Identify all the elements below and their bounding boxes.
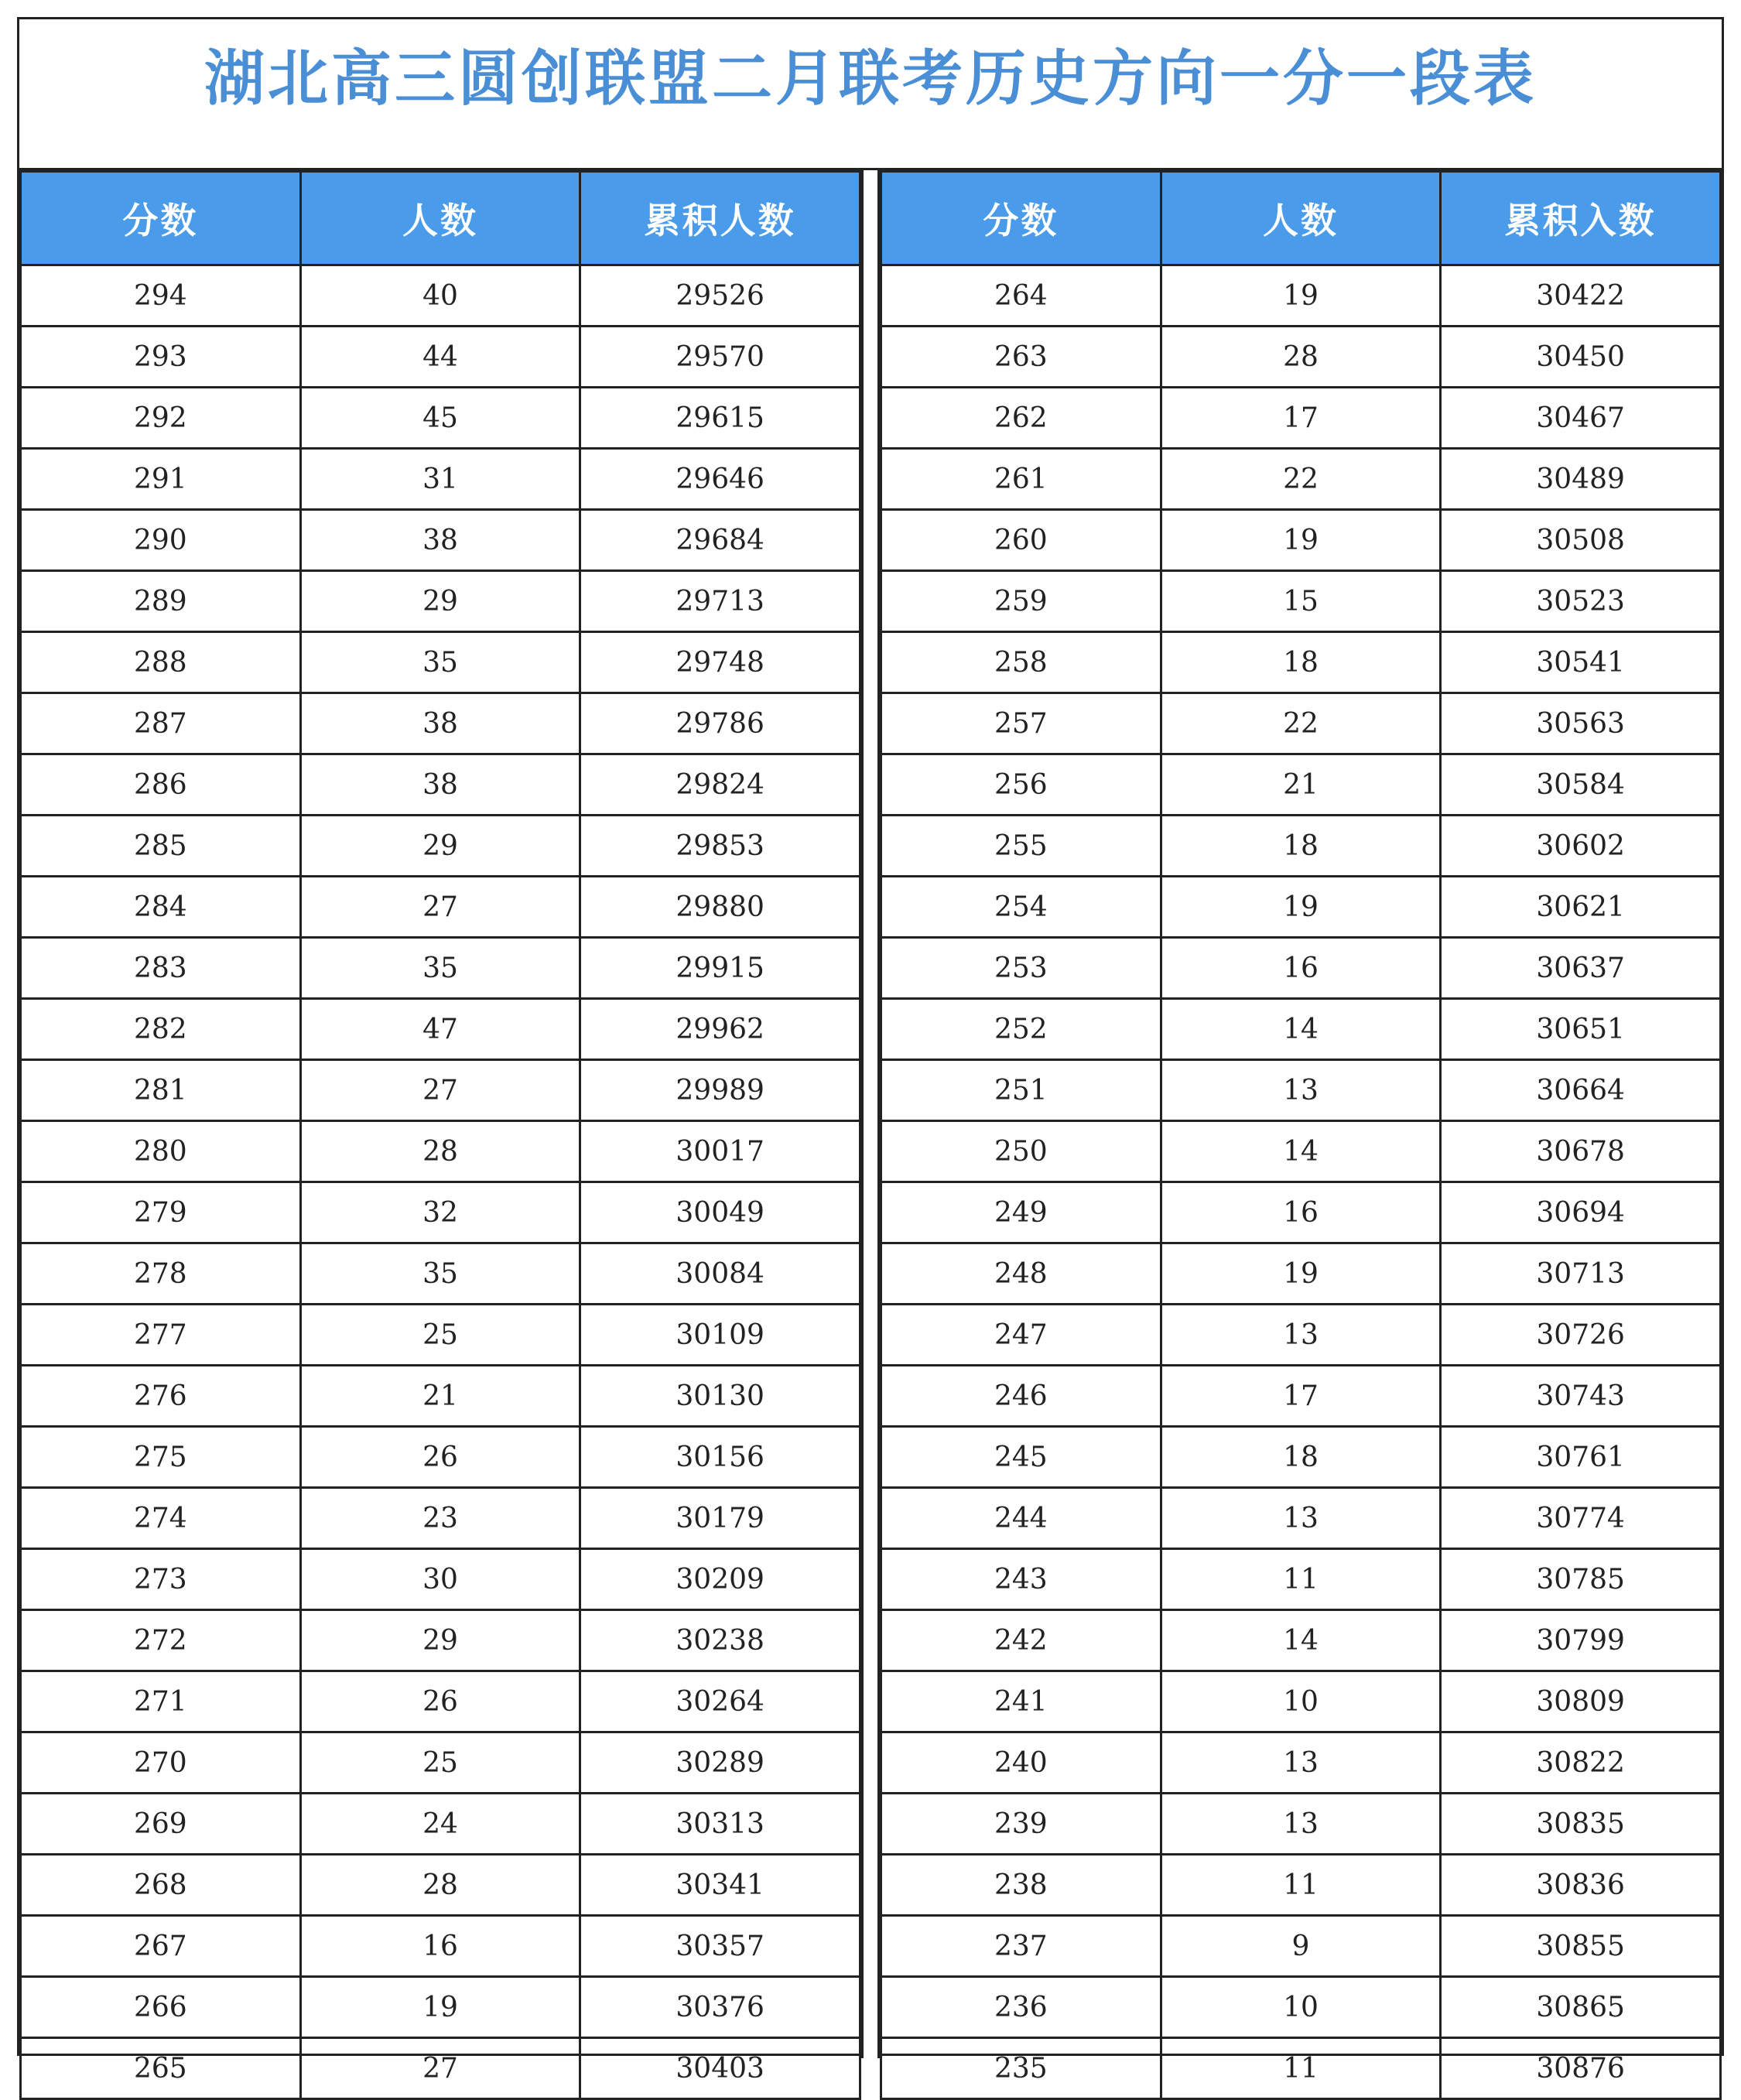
table-body-left: [21, 265, 860, 2099]
table-row: [21, 938, 860, 999]
cell-count: 21: [300, 1366, 580, 1427]
cell-score: 270: [21, 1732, 301, 1794]
table-row: [21, 388, 860, 449]
cell-count: 11: [1161, 1855, 1441, 1916]
cell-score: 251: [881, 1060, 1161, 1121]
cell-count: 16: [300, 1916, 580, 1977]
cell-score: 242: [881, 1610, 1161, 1671]
cell-count: 14: [1161, 1121, 1441, 1182]
column-header-score: 分数: [881, 172, 1161, 265]
cell-cumulative: 30563: [1441, 693, 1721, 754]
cell-score: 289: [21, 571, 301, 632]
table-row: [21, 693, 860, 754]
cell-count: 19: [1161, 510, 1441, 571]
cell-score: 283: [21, 938, 301, 999]
cell-score: 260: [881, 510, 1161, 571]
cell-cumulative: 30835: [1441, 1794, 1721, 1855]
cell-count: 30: [300, 1549, 580, 1610]
cell-cumulative: 29526: [580, 265, 860, 327]
cell-score: 243: [881, 1549, 1161, 1610]
cell-score: 250: [881, 1121, 1161, 1182]
cell-count: 27: [300, 2038, 580, 2099]
cell-count: 16: [1161, 1182, 1441, 1243]
cell-count: 16: [1161, 938, 1441, 999]
table-row: [881, 510, 1721, 571]
cell-count: 38: [300, 510, 580, 571]
cell-cumulative: 30179: [580, 1488, 860, 1549]
cell-count: 29: [300, 816, 580, 877]
table-row: [21, 1427, 860, 1488]
cell-cumulative: 29962: [580, 999, 860, 1060]
table-row: [21, 999, 860, 1060]
table-row: [881, 1732, 1721, 1794]
cell-cumulative: 30836: [1441, 1855, 1721, 1916]
cell-cumulative: 29853: [580, 816, 860, 877]
table-row: [21, 2038, 860, 2099]
cell-cumulative: 29989: [580, 1060, 860, 1121]
cell-score: 252: [881, 999, 1161, 1060]
table-row: [21, 816, 860, 877]
cell-cumulative: 30289: [580, 1732, 860, 1794]
cell-count: 35: [300, 938, 580, 999]
table-row: [21, 1305, 860, 1366]
table-body-right: [881, 265, 1721, 2099]
cell-cumulative: 30694: [1441, 1182, 1721, 1243]
cell-score: 257: [881, 693, 1161, 754]
table-row: [881, 632, 1721, 693]
cell-score: 254: [881, 877, 1161, 938]
cell-count: 38: [300, 754, 580, 816]
cell-cumulative: 30017: [580, 1121, 860, 1182]
cell-cumulative: 30313: [580, 1794, 860, 1855]
score-table-right: [880, 170, 1722, 2100]
cell-count: 28: [300, 1855, 580, 1916]
cell-cumulative: 29646: [580, 449, 860, 510]
cell-score: 273: [21, 1549, 301, 1610]
cell-count: 18: [1161, 1427, 1441, 1488]
cell-cumulative: 30876: [1441, 2038, 1721, 2099]
cell-count: 13: [1161, 1305, 1441, 1366]
cell-score: 279: [21, 1182, 301, 1243]
table-row: [881, 754, 1721, 816]
cell-score: 293: [21, 327, 301, 388]
table-row: [21, 510, 860, 571]
cell-count: 27: [300, 1060, 580, 1121]
cell-count: 18: [1161, 816, 1441, 877]
cell-count: 25: [300, 1732, 580, 1794]
cell-count: 14: [1161, 999, 1441, 1060]
cell-cumulative: 29684: [580, 510, 860, 571]
cell-cumulative: 30209: [580, 1549, 860, 1610]
cell-count: 26: [300, 1427, 580, 1488]
table-row: [21, 1977, 860, 2038]
cell-cumulative: 30403: [580, 2038, 860, 2099]
cell-cumulative: 30774: [1441, 1488, 1721, 1549]
table-row: [21, 571, 860, 632]
table-row: [881, 1427, 1721, 1488]
table-row: [21, 1794, 860, 1855]
table-row: [881, 1305, 1721, 1366]
cell-cumulative: 30541: [1441, 632, 1721, 693]
cell-count: 29: [300, 1610, 580, 1671]
cell-count: 15: [1161, 571, 1441, 632]
cell-cumulative: 30049: [580, 1182, 860, 1243]
cell-cumulative: 30651: [1441, 999, 1721, 1060]
cell-cumulative: 30109: [580, 1305, 860, 1366]
table-row: [881, 388, 1721, 449]
table-row: [21, 265, 860, 327]
table-divider: [861, 170, 880, 2058]
header-row: [21, 172, 860, 265]
cell-score: 258: [881, 632, 1161, 693]
table-row: [881, 999, 1721, 1060]
cell-cumulative: 30156: [580, 1427, 860, 1488]
score-distribution-sheet: [17, 17, 1724, 2085]
table-row: [881, 265, 1721, 327]
column-header-cumulative: 累积入数: [1441, 172, 1721, 265]
cell-cumulative: 30865: [1441, 1977, 1721, 2038]
table-row: [21, 1366, 860, 1427]
table-row: [881, 1916, 1721, 1977]
cell-count: 45: [300, 388, 580, 449]
cell-score: 290: [21, 510, 301, 571]
cell-cumulative: 30664: [1441, 1060, 1721, 1121]
cell-count: 32: [300, 1182, 580, 1243]
cell-count: 13: [1161, 1794, 1441, 1855]
cell-cumulative: 29824: [580, 754, 860, 816]
cell-count: 22: [1161, 449, 1441, 510]
cell-cumulative: 30084: [580, 1243, 860, 1305]
table-row: [881, 1243, 1721, 1305]
cell-count: 11: [1161, 2038, 1441, 2099]
cell-cumulative: 30761: [1441, 1427, 1721, 1488]
cell-cumulative: 30357: [580, 1916, 860, 1977]
cell-score: 256: [881, 754, 1161, 816]
cell-count: 38: [300, 693, 580, 754]
table-row: [881, 1366, 1721, 1427]
table-row: [881, 1794, 1721, 1855]
cell-cumulative: 30264: [580, 1671, 860, 1732]
cell-score: 281: [21, 1060, 301, 1121]
cell-score: 239: [881, 1794, 1161, 1855]
cell-score: 261: [881, 449, 1161, 510]
cell-cumulative: 29786: [580, 693, 860, 754]
cell-count: 31: [300, 449, 580, 510]
header-row: [881, 172, 1721, 265]
table-row: [881, 877, 1721, 938]
cell-score: 249: [881, 1182, 1161, 1243]
column-header-score: 分数: [21, 172, 301, 265]
cell-cumulative: 30523: [1441, 571, 1721, 632]
cell-count: 19: [1161, 877, 1441, 938]
cell-score: 247: [881, 1305, 1161, 1366]
table-row: [881, 327, 1721, 388]
cell-count: 19: [1161, 265, 1441, 327]
table-row: [21, 1060, 860, 1121]
table-row: [881, 1060, 1721, 1121]
cell-count: 19: [300, 1977, 580, 2038]
cell-cumulative: 29748: [580, 632, 860, 693]
cell-count: 13: [1161, 1732, 1441, 1794]
table-row: [21, 1671, 860, 1732]
table-row: [21, 327, 860, 388]
table-row: [881, 1671, 1721, 1732]
cell-count: 27: [300, 877, 580, 938]
cell-cumulative: 30376: [580, 1977, 860, 2038]
cell-score: 237: [881, 1916, 1161, 1977]
cell-score: 265: [21, 2038, 301, 2099]
cell-score: 285: [21, 816, 301, 877]
cell-count: 11: [1161, 1549, 1441, 1610]
cell-score: 269: [21, 1794, 301, 1855]
cell-score: 259: [881, 571, 1161, 632]
cell-score: 266: [21, 1977, 301, 2038]
cell-count: 17: [1161, 1366, 1441, 1427]
cell-cumulative: 29615: [580, 388, 860, 449]
cell-score: 268: [21, 1855, 301, 1916]
table-row: [21, 1610, 860, 1671]
cell-score: 280: [21, 1121, 301, 1182]
cell-score: 241: [881, 1671, 1161, 1732]
cell-score: 253: [881, 938, 1161, 999]
cell-cumulative: 30637: [1441, 938, 1721, 999]
table-row: [21, 754, 860, 816]
cell-count: 13: [1161, 1488, 1441, 1549]
cell-score: 272: [21, 1610, 301, 1671]
column-header-cumulative: 累积人数: [580, 172, 860, 265]
cell-count: 24: [300, 1794, 580, 1855]
cell-cumulative: 30238: [580, 1610, 860, 1671]
cell-count: 13: [1161, 1060, 1441, 1121]
cell-cumulative: 30785: [1441, 1549, 1721, 1610]
cell-cumulative: 30602: [1441, 816, 1721, 877]
table-row: [21, 449, 860, 510]
cell-score: 255: [881, 816, 1161, 877]
cell-cumulative: 30799: [1441, 1610, 1721, 1671]
cell-cumulative: 30855: [1441, 1916, 1721, 1977]
cell-count: 40: [300, 265, 580, 327]
cell-score: 248: [881, 1243, 1161, 1305]
cell-score: 246: [881, 1366, 1161, 1427]
table-row: [21, 1732, 860, 1794]
cell-score: 274: [21, 1488, 301, 1549]
cell-cumulative: 30584: [1441, 754, 1721, 816]
cell-cumulative: 30822: [1441, 1732, 1721, 1794]
table-row: [881, 816, 1721, 877]
table-row: [881, 938, 1721, 999]
table-row: [21, 1549, 860, 1610]
cell-cumulative: 29880: [580, 877, 860, 938]
cell-score: 286: [21, 754, 301, 816]
cell-count: 9: [1161, 1916, 1441, 1977]
cell-count: 19: [1161, 1243, 1441, 1305]
cell-score: 262: [881, 388, 1161, 449]
cell-count: 28: [1161, 327, 1441, 388]
cell-cumulative: 29570: [580, 327, 860, 388]
cell-count: 22: [1161, 693, 1441, 754]
cell-count: 10: [1161, 1671, 1441, 1732]
cell-score: 240: [881, 1732, 1161, 1794]
cell-cumulative: 30130: [580, 1366, 860, 1427]
cell-count: 47: [300, 999, 580, 1060]
score-table-left: [19, 170, 861, 2100]
cell-cumulative: 30450: [1441, 327, 1721, 388]
table-row: [881, 1182, 1721, 1243]
cell-cumulative: 30713: [1441, 1243, 1721, 1305]
cell-cumulative: 30726: [1441, 1305, 1721, 1366]
title-box: [19, 19, 1722, 170]
cell-score: 244: [881, 1488, 1161, 1549]
cell-cumulative: 30341: [580, 1855, 860, 1916]
column-header-count: 人数: [1161, 172, 1441, 265]
cell-score: 294: [21, 265, 301, 327]
cell-score: 275: [21, 1427, 301, 1488]
cell-count: 44: [300, 327, 580, 388]
cell-score: 264: [881, 265, 1161, 327]
cell-score: 245: [881, 1427, 1161, 1488]
table-row: [881, 1488, 1721, 1549]
cell-score: 276: [21, 1366, 301, 1427]
table-row: [881, 1855, 1721, 1916]
cell-cumulative: 30743: [1441, 1366, 1721, 1427]
cell-count: 35: [300, 1243, 580, 1305]
table-row: [21, 1916, 860, 1977]
cell-count: 25: [300, 1305, 580, 1366]
cell-cumulative: 30467: [1441, 388, 1721, 449]
cell-cumulative: 30809: [1441, 1671, 1721, 1732]
cell-cumulative: 30422: [1441, 265, 1721, 327]
cell-count: 26: [300, 1671, 580, 1732]
table-row: [21, 632, 860, 693]
cell-count: 18: [1161, 632, 1441, 693]
cell-score: 287: [21, 693, 301, 754]
cell-score: 282: [21, 999, 301, 1060]
table-row: [881, 2038, 1721, 2099]
table-row: [881, 1121, 1721, 1182]
cell-count: 29: [300, 571, 580, 632]
cell-count: 28: [300, 1121, 580, 1182]
cell-score: 271: [21, 1671, 301, 1732]
cell-count: 17: [1161, 388, 1441, 449]
table-row: [881, 1977, 1721, 2038]
cell-score: 278: [21, 1243, 301, 1305]
cell-score: 284: [21, 877, 301, 938]
cell-cumulative: 30508: [1441, 510, 1721, 571]
table-row: [881, 449, 1721, 510]
cell-cumulative: 30621: [1441, 877, 1721, 938]
cell-count: 35: [300, 632, 580, 693]
cell-count: 23: [300, 1488, 580, 1549]
cell-score: 288: [21, 632, 301, 693]
cell-score: 236: [881, 1977, 1161, 2038]
cell-cumulative: 30489: [1441, 449, 1721, 510]
cell-score: 292: [21, 388, 301, 449]
table-row: [881, 1610, 1721, 1671]
cell-count: 14: [1161, 1610, 1441, 1671]
table-row: [21, 877, 860, 938]
table-row: [21, 1243, 860, 1305]
table-row: [21, 1855, 860, 1916]
cell-count: 10: [1161, 1977, 1441, 2038]
table-row: [881, 571, 1721, 632]
cell-score: 263: [881, 327, 1161, 388]
table-row: [21, 1488, 860, 1549]
cell-cumulative: 29915: [580, 938, 860, 999]
cell-count: 21: [1161, 754, 1441, 816]
cell-score: 267: [21, 1916, 301, 1977]
page-title: 湖北高三圆创联盟二月联考历史方向一分一段表: [204, 43, 1537, 114]
cell-score: 238: [881, 1855, 1161, 1916]
cell-score: 235: [881, 2038, 1161, 2099]
table-row: [21, 1121, 860, 1182]
cell-cumulative: 30678: [1441, 1121, 1721, 1182]
cell-cumulative: 29713: [580, 571, 860, 632]
cell-score: 277: [21, 1305, 301, 1366]
column-header-count: 人数: [300, 172, 580, 265]
table-row: [881, 693, 1721, 754]
table-row: [881, 1549, 1721, 1610]
table-row: [21, 1182, 860, 1243]
cell-score: 291: [21, 449, 301, 510]
